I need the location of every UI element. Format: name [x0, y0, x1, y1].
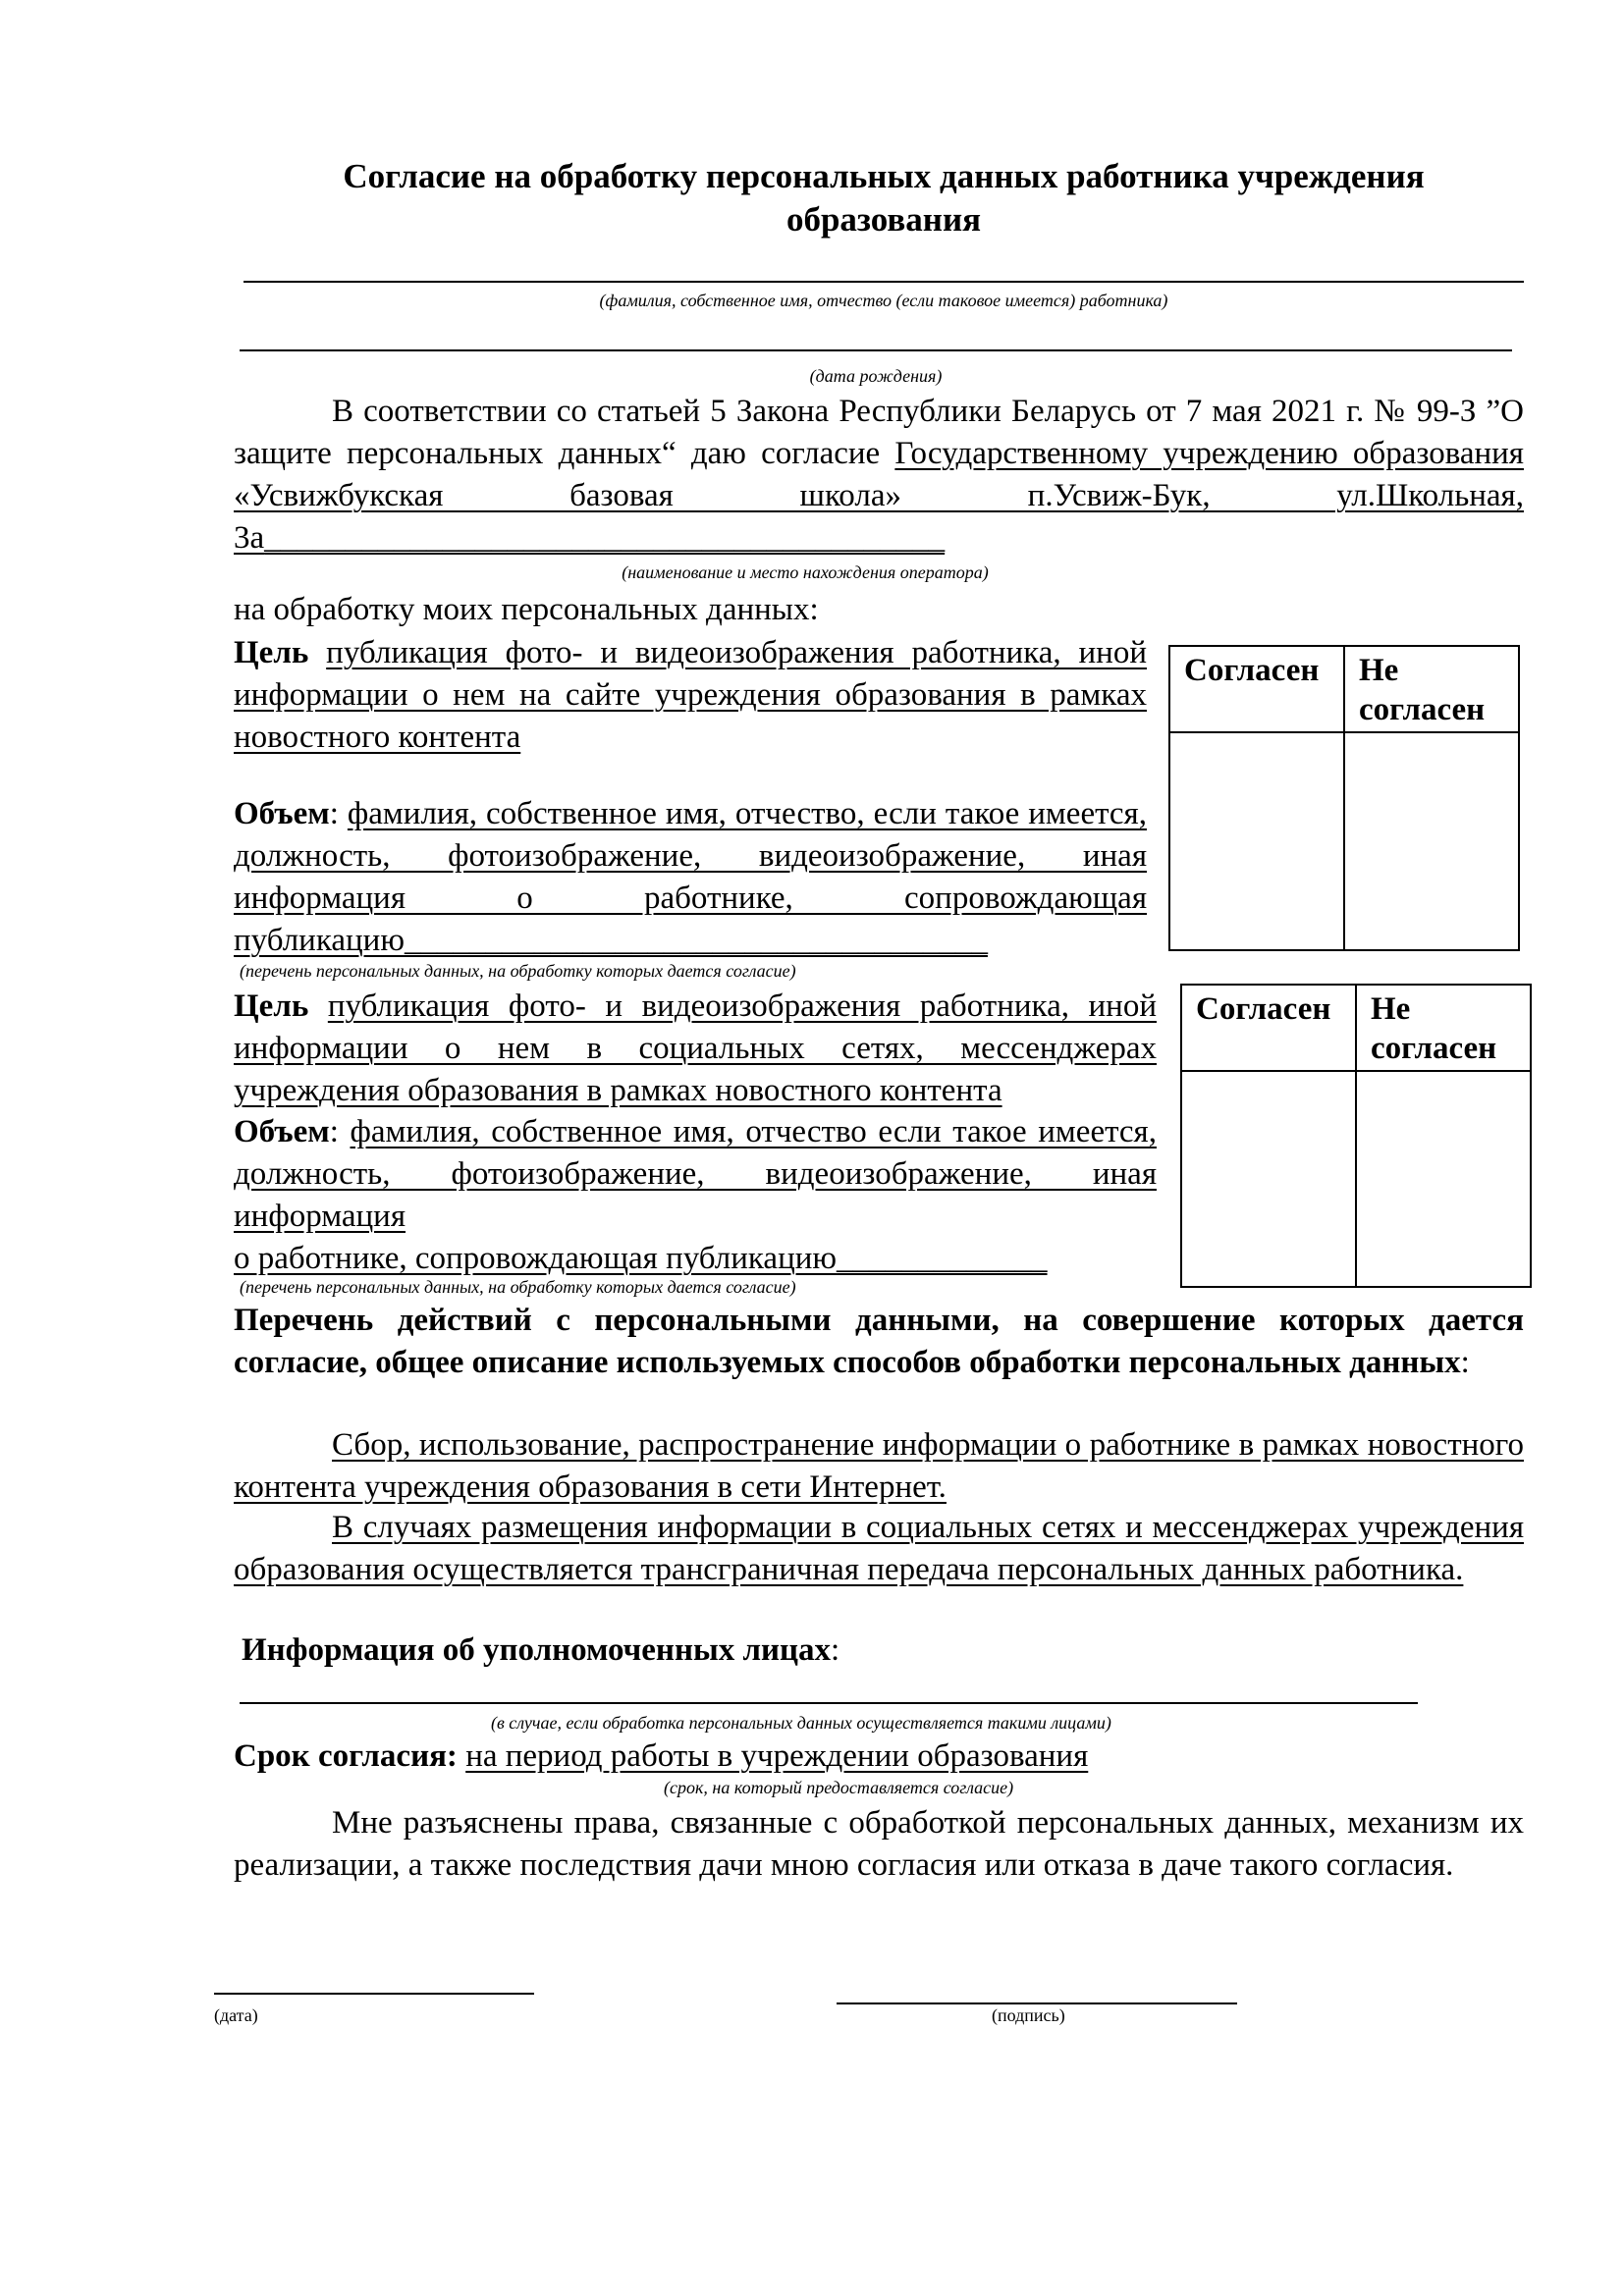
block2-volume-label: Объем: [234, 1114, 330, 1149]
fio-caption: (фамилия, собственное имя, отчество (если таковое имеется) работника): [599, 291, 1168, 310]
document-title: Согласие на обработку персональных данных работника учреждения образования: [343, 157, 1425, 239]
block2-volume-text-2: о работнике, сопровождающая публикацию: [234, 1241, 838, 1276]
block2-disagree-header: Не согласен: [1356, 985, 1531, 1071]
authorized-heading: [242, 1629, 1223, 1672]
actions-p1-text: Сбор, использование, распространение информации о работнике в рамках новостного контента учреждения образования в сети Интернет.: [234, 1427, 1524, 1505]
signature-caption: (подпись): [992, 2005, 1065, 2025]
block1-goal-label: Цель: [234, 635, 309, 670]
rights-paragraph: Мне разъяснены права, связанные с обработкой персональных данных, механизм их реализации, а также последствия дачи мною согласия или отказа в даче такого согласия.: [234, 1805, 1524, 1883]
authorized-heading-colon: :: [831, 1632, 840, 1668]
operator-caption: (наименование и место нахождения оператора): [622, 562, 989, 582]
operator-name: Государственному учреждению образования «Усвижбукская базовая школа» п.Усвиж-Бук, ул.Школьная, 3а: [234, 436, 1524, 556]
block1-volume: Объем: фамилия, собственное имя, отчество, если такое имеется, должность, фотоизображение, видеоизображение, иная информация о работнике, сопровождающая публикацию____________________________________: [234, 796, 1147, 958]
date-caption: (дата): [214, 2005, 258, 2025]
actions-heading: [234, 1300, 1524, 1384]
term-caption: (срок, на который предоставляется согласие): [664, 1778, 1014, 1797]
block2-volume-fill: _____________: [837, 1241, 1048, 1276]
block2-disagree-cell[interactable]: [1356, 1071, 1531, 1287]
term-label: Срок согласия:: [234, 1738, 458, 1774]
block2-volume-text: фамилия, собственное имя, отчество если такое имеется, должность, фотоизображение, видеоизображение, иная информация: [234, 1114, 1157, 1234]
processing-line: на обработку моих персональных данных:: [234, 592, 819, 627]
authorized-heading-text: Информация об уполномоченных лицах: [242, 1632, 832, 1668]
block1-disagree-cell[interactable]: [1344, 732, 1519, 950]
block1-consent-table: [1168, 645, 1520, 951]
block2-goal-text: публикация фото- и видеоизображения работника, иной информации о нем в социальных сетях, мессенджерах учреждения образования в рамках новостного контента: [234, 988, 1157, 1108]
actions-paragraph-1: [234, 1424, 1524, 1509]
block1-agree-cell[interactable]: [1169, 732, 1344, 950]
actions-p2-text: В случаях размещения информации в социальных сетях и мессенджерах учреждения образования осуществляется трансграничная передача персональных данных работника.: [234, 1510, 1524, 1587]
block1-disagree-header: Не согласен: [1344, 646, 1519, 732]
birth-date-caption: (дата рождения): [809, 366, 943, 386]
birth-date-line[interactable]: [240, 349, 1512, 351]
block1-volume-text: фамилия, собственное имя, отчество, если такое имеется, должность, фотоизображение, видеоизображение, иная информация о работнике, сопровождающая публикацию: [234, 796, 1147, 958]
term-value: на период работы в учреждении образования: [465, 1738, 1089, 1774]
block2-goal: [234, 986, 1157, 1112]
block1-volume-label: Объем: [234, 796, 330, 831]
block1-goal: [234, 632, 1147, 759]
block2-volume: Объем: фамилия, собственное имя, отчество если такое имеется, должность, фотоизображение, видеоизображение, иная информация о работнике, сопровождающая публикацию_____________: [234, 1114, 1157, 1276]
block1-goal-text: публикация фото- и видеоизображения работника, иной информации о нем на сайте учреждения образования в рамках новостного контента: [234, 635, 1147, 755]
operator-fill: __________________________________________: [264, 520, 946, 556]
term-line: [234, 1735, 1510, 1778]
block2-agree-header: Согласен: [1181, 985, 1356, 1071]
block1-caption: (перечень персональных данных, на обработку которых дается согласие): [240, 961, 796, 981]
block2-goal-label: Цель: [234, 988, 309, 1024]
fio-line[interactable]: [244, 281, 1524, 283]
block2-agree-cell[interactable]: [1181, 1071, 1356, 1287]
actions-heading-colon: :: [1460, 1345, 1470, 1380]
block2-caption: (перечень персональных данных, на обработку которых дается согласие): [240, 1277, 796, 1297]
intro-text: В соответствии со статьей 5 Закона Республики Беларусь от 7 мая 2021 г. № 99-З ”О защите персональных данных“ даю согласие: [234, 394, 1524, 471]
block1-volume-fill: ____________________________________: [404, 923, 988, 958]
actions-heading-text: Перечень действий с персональными данными, на совершение которых дается согласие, общее описание используемых способов обработки персональных данных: [234, 1303, 1524, 1380]
date-line[interactable]: [214, 1993, 534, 1995]
authorized-line[interactable]: [240, 1702, 1418, 1704]
authorized-caption: (в случае, если обработка персональных данных осуществляется такими лицами): [491, 1713, 1111, 1733]
intro-paragraph: [234, 391, 1524, 560]
actions-paragraph-2: [234, 1507, 1524, 1591]
block2-consent-table: [1180, 984, 1532, 1288]
block1-agree-header: Согласен: [1169, 646, 1344, 732]
